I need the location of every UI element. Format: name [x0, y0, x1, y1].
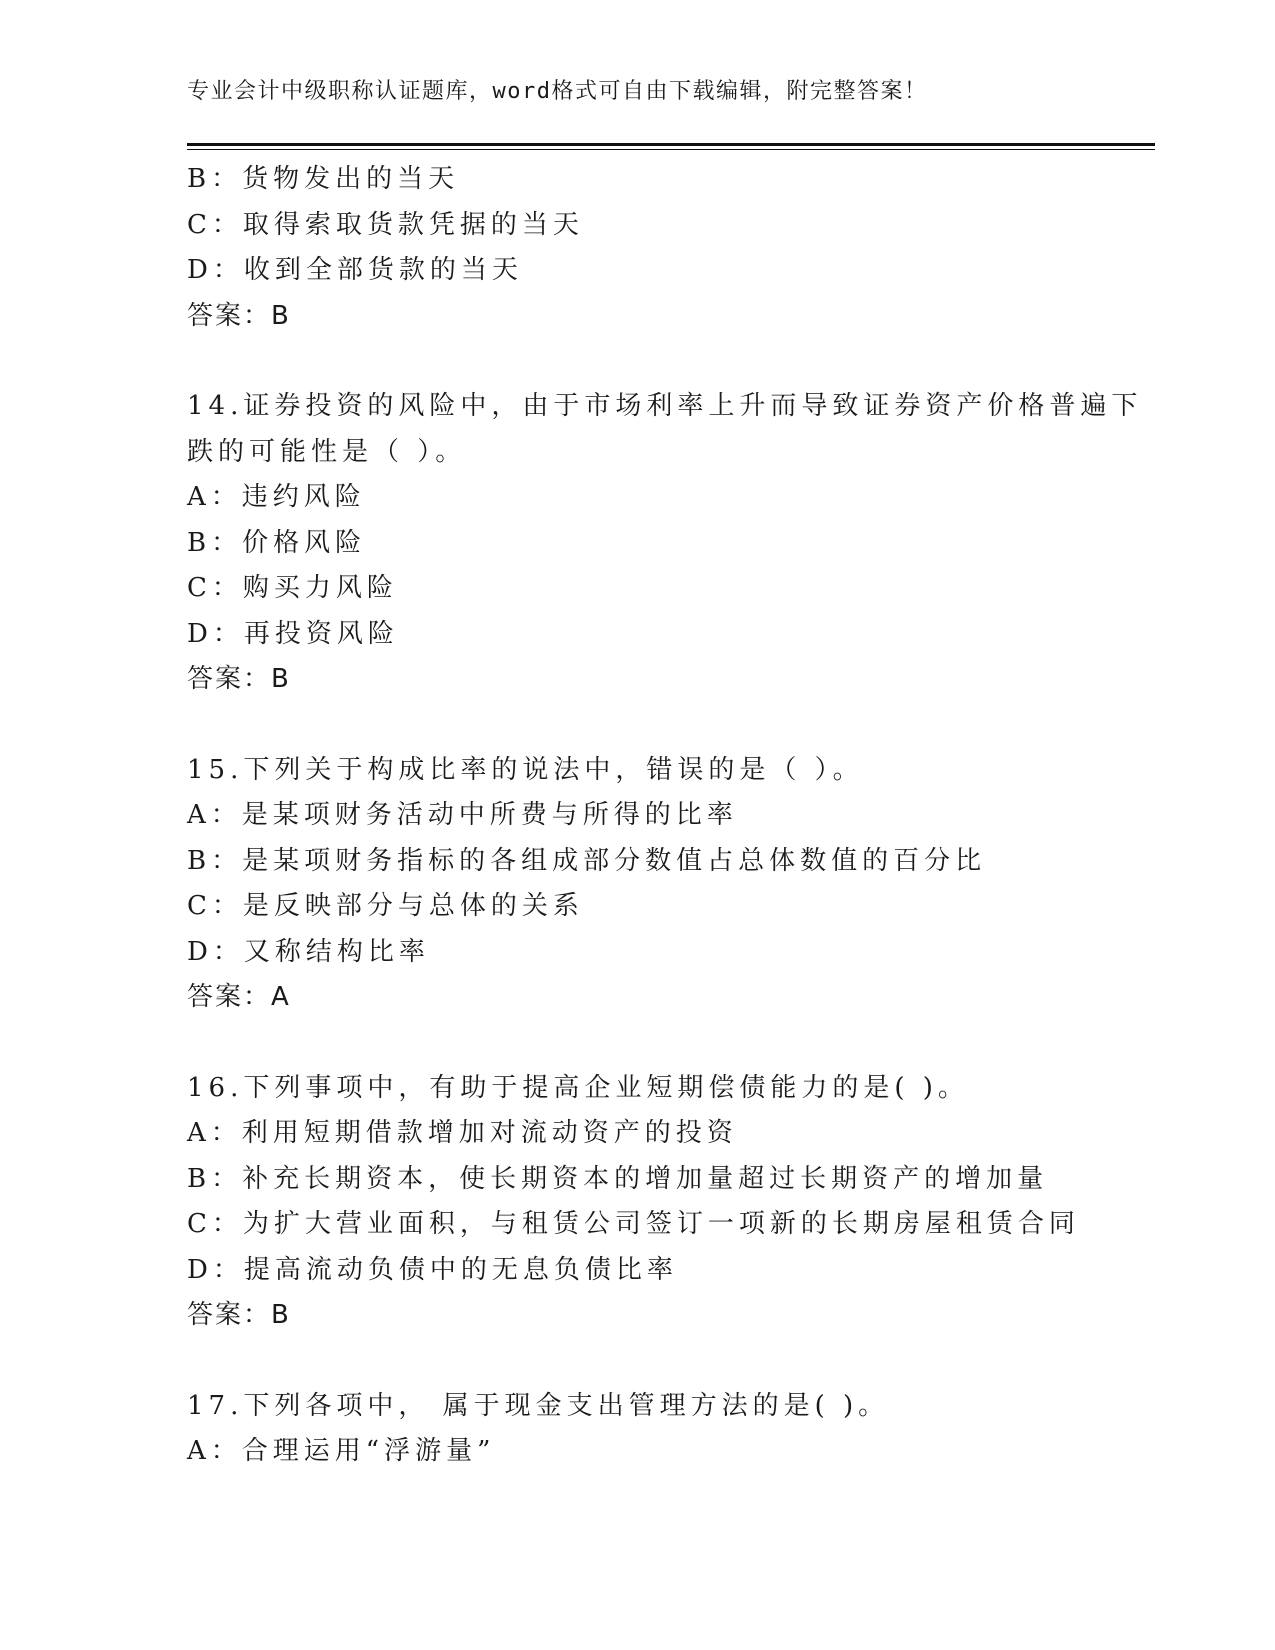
question-block-13: [187, 157, 1155, 339]
option-c: C：是反映部分与总体的关系: [187, 891, 584, 921]
question-stem: 17.下列各项中， 属于现金支出管理方法的是( )。: [187, 1390, 890, 1421]
option-b: B：价格风险: [187, 527, 367, 558]
answer-line: 答案：B: [187, 300, 291, 331]
question-block-17: [187, 1384, 1155, 1475]
option-b: B：货物发出的当天: [187, 164, 460, 194]
spacer: [187, 1339, 1155, 1384]
option-d: D：收到全部货款的当天: [187, 255, 523, 285]
option-c: C：购买力风险: [187, 573, 398, 603]
question-stem: 15.下列关于构成比率的说法中，错误的是（ ）。: [187, 754, 864, 785]
question-list: [187, 157, 1155, 1475]
option-a: A：合理运用“浮游量”: [187, 1436, 496, 1466]
option-b: B：是某项财务指标的各组成部分数值占总体数值的百分比: [187, 845, 987, 876]
question-block-16: [187, 1066, 1155, 1339]
option-d: D：提高流动负债中的无息负债比率: [187, 1254, 678, 1285]
option-a: A：利用短期借款增加对流动资产的投资: [187, 1118, 738, 1148]
option-b: B：补充长期资本，使长期资本的增加量超过长期资产的增加量: [187, 1163, 1049, 1194]
option-d: D：又称结构比率: [187, 936, 430, 967]
spacer: [187, 1021, 1155, 1066]
option-c: C：为扩大营业面积，与租赁公司签订一项新的长期房屋租赁合同: [187, 1209, 1080, 1239]
answer-line: 答案：B: [187, 1300, 291, 1330]
option-d: D：再投资风险: [187, 618, 399, 649]
header-rule-thick: [187, 143, 1155, 146]
question-block-14: [187, 384, 1155, 703]
option-a: A：违约风险: [187, 482, 366, 512]
answer-line: 答案：B: [187, 664, 291, 694]
header-rule-thin: [187, 149, 1155, 150]
spacer: [187, 703, 1155, 748]
page-header: 专业会计中级职称认证题库，word格式可自由下载编辑，附完整答案！: [187, 79, 928, 104]
question-block-15: [187, 748, 1155, 1021]
option-c: C：取得索取货款凭据的当天: [187, 209, 584, 240]
question-stem: 16.下列事项中，有助于提高企业短期偿债能力的是( )。: [187, 1072, 969, 1103]
option-a: A：是某项财务活动中所费与所得的比率: [187, 800, 738, 830]
question-stem-continued: 跌的可能性是（ ）。: [187, 436, 467, 467]
answer-line: 答案：A: [187, 982, 291, 1012]
question-stem: 14.证券投资的风险中，由于市场利率上升而导致证券资产价格普遍下: [187, 391, 1143, 421]
spacer: [187, 339, 1155, 384]
